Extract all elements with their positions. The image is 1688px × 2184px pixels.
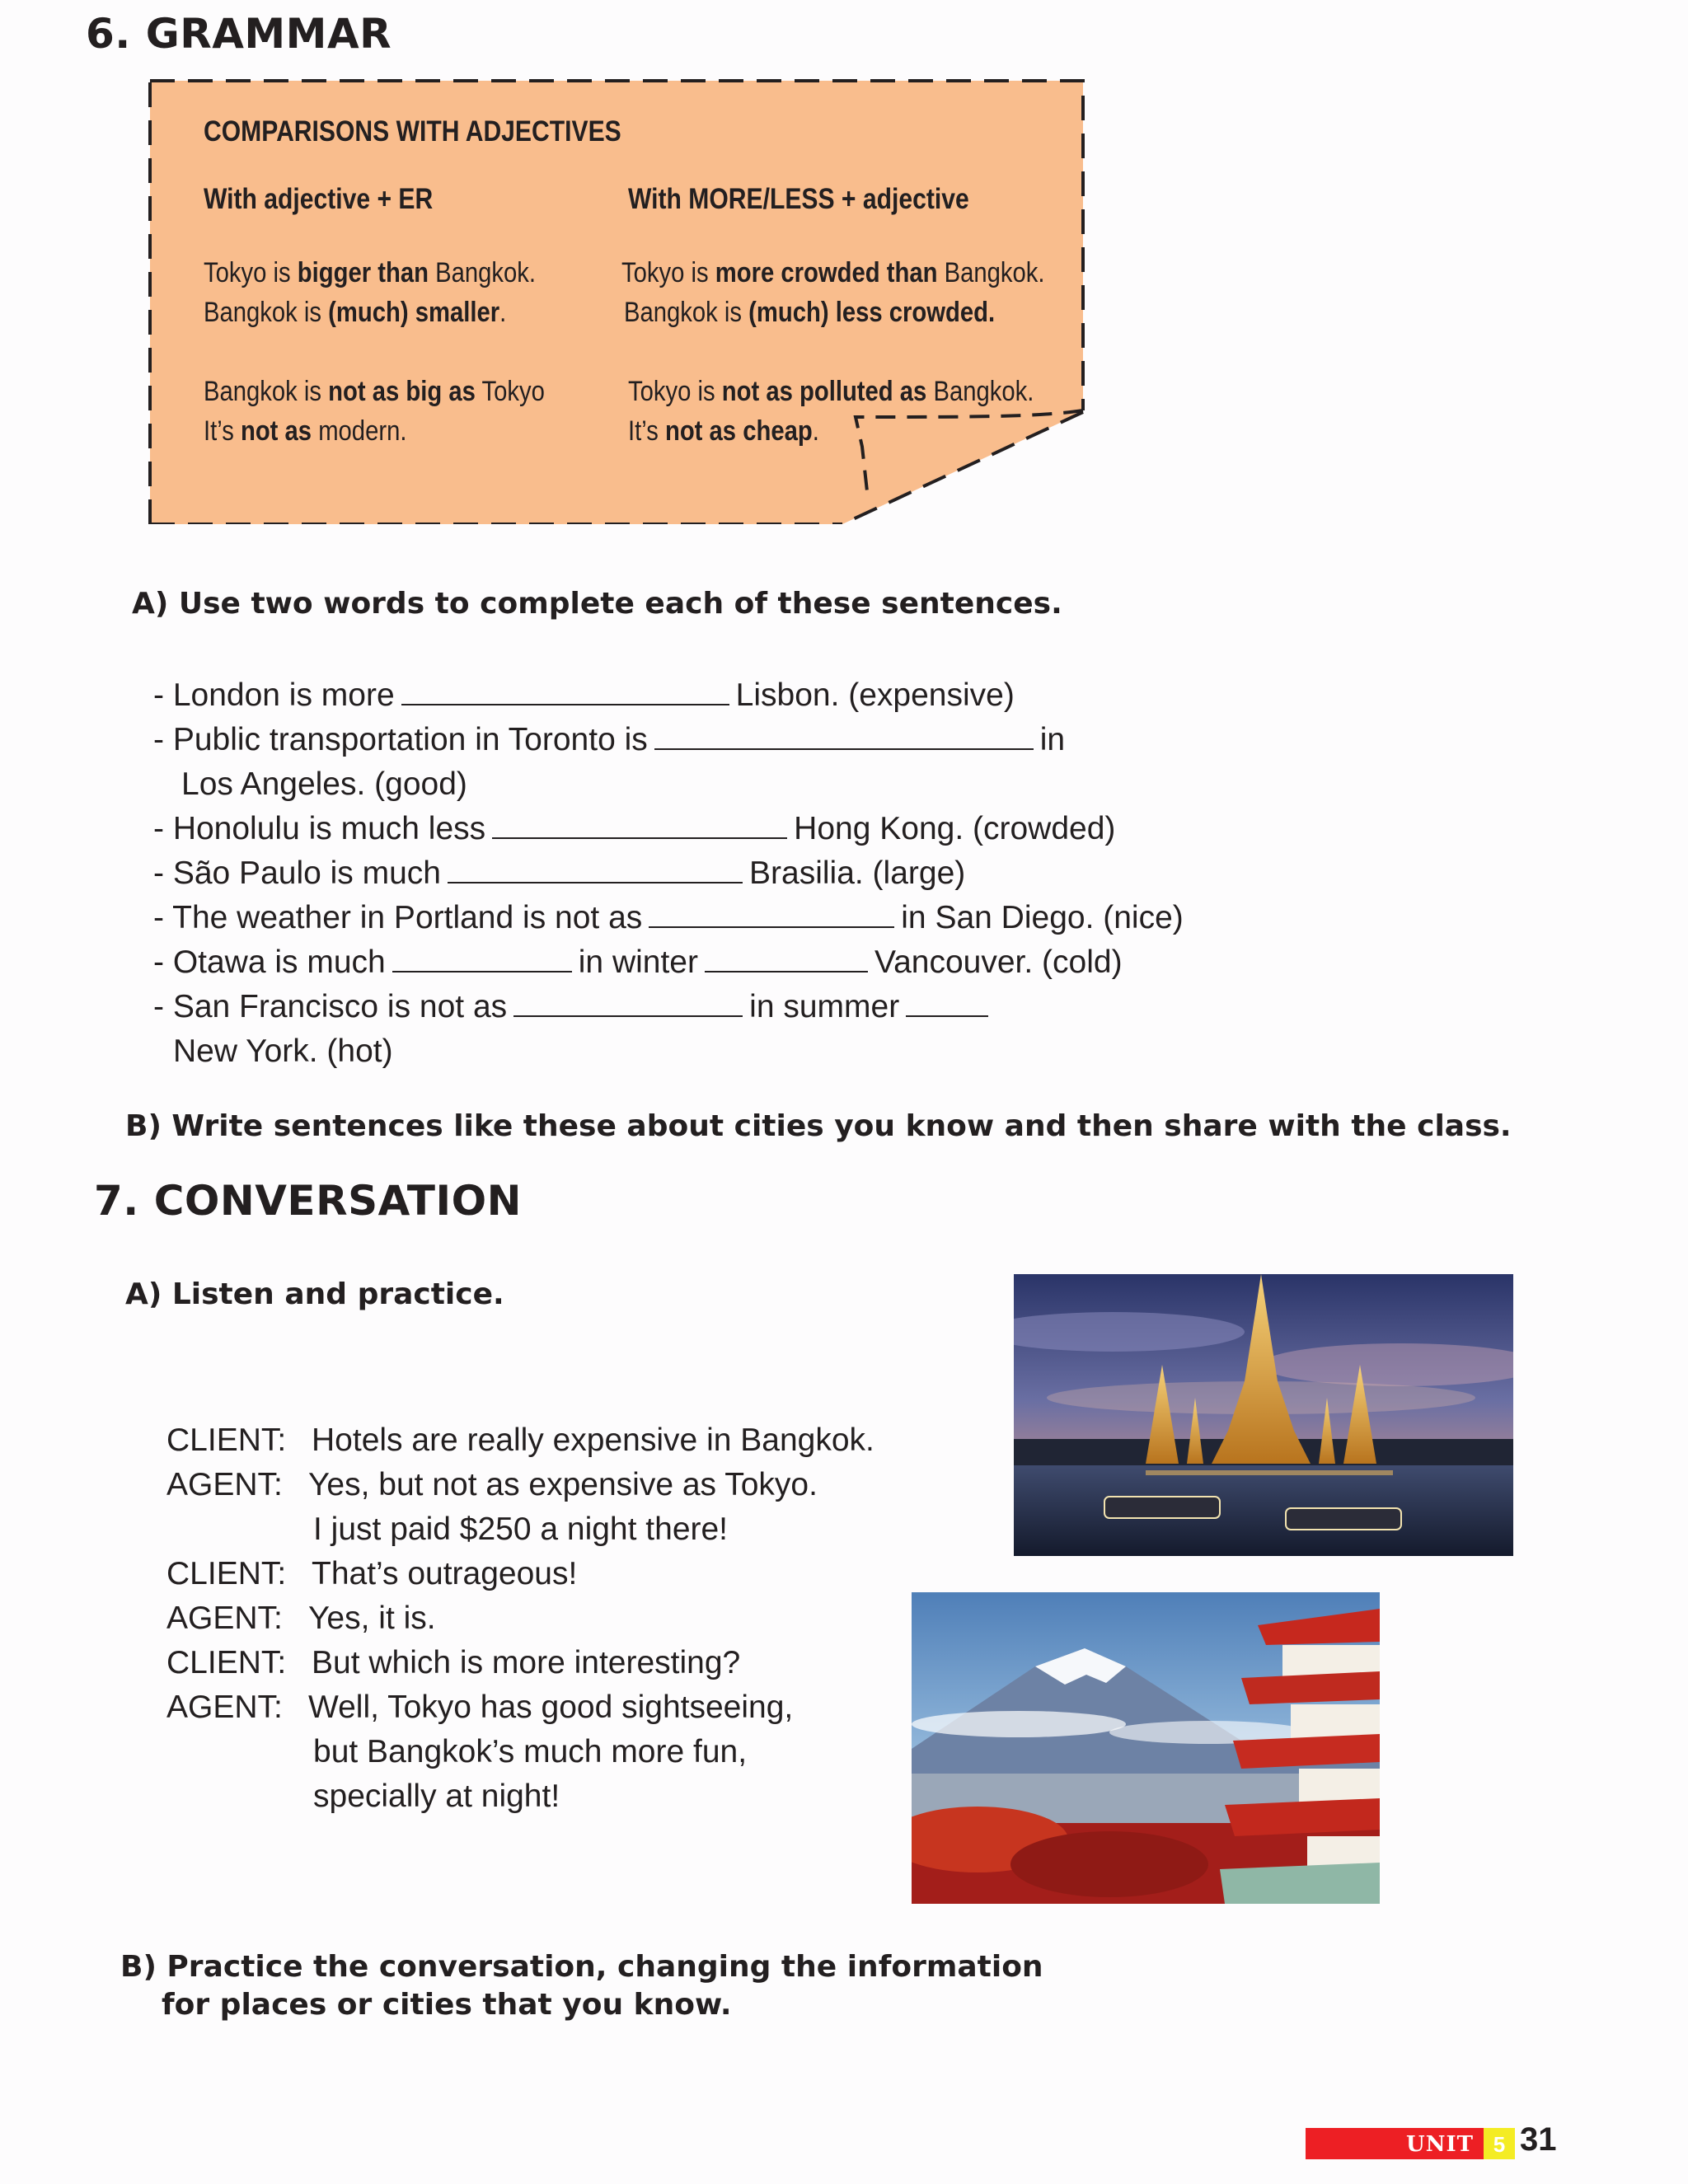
dialogue-line: but Bangkok’s much more fun, — [313, 1734, 748, 1769]
dialogue-speaker: AGENT: — [166, 1467, 283, 1502]
line-text: in San Diego. (nice) — [901, 900, 1184, 935]
col2-example-2 — [624, 297, 995, 329]
dialogue-speaker: CLIENT: — [166, 1556, 287, 1591]
line-text: - London is more — [153, 677, 395, 713]
answer-blank[interactable] — [906, 991, 988, 1017]
line-text: - Honolulu is much less — [153, 811, 486, 846]
answer-blank[interactable] — [492, 813, 787, 839]
footer-unit-label: UNIT — [1406, 2132, 1474, 2157]
text-run: . — [499, 297, 507, 328]
line-text: in summer — [749, 989, 900, 1024]
line-text: - San Francisco is not as — [153, 989, 508, 1024]
temple-at-night-photo — [1014, 1274, 1513, 1556]
dialogue-line: I just paid $250 a night there! — [313, 1511, 729, 1547]
text-run: It’s — [204, 415, 241, 447]
footer-unit-number: 5 — [1493, 2132, 1506, 2157]
page-number: 31 — [1520, 2121, 1557, 2158]
col1-example-3 — [204, 376, 545, 408]
dialogue-line: Yes, it is. — [308, 1601, 436, 1636]
dialogue-line: Yes, but not as expensive as Tokyo. — [308, 1467, 818, 1502]
col2-heading: With MORE/LESS + adjective — [628, 183, 969, 215]
practice-changing-instruction-2: for places or cities that you know. — [162, 1988, 732, 2022]
dialogue-line: That’s outrageous! — [312, 1556, 578, 1591]
exercise-b-instruction: B) Write sentences like these about cities you know and then share with the class. — [125, 1109, 1512, 1143]
exercise-line-2 — [153, 724, 1065, 756]
dialogue-line: Well, Tokyo has good sightseeing, — [308, 1690, 794, 1725]
line-text: - Public transportation in Toronto is — [153, 722, 648, 757]
line-text: Lisbon. (expensive) — [735, 677, 1015, 713]
exercise-line-7 — [153, 991, 995, 1023]
practice-changing-instruction-1: B) Practice the conversation, changing the information — [120, 1950, 1043, 1984]
conversation-title: 7. CONVERSATION — [94, 1177, 522, 1225]
dialogue-speaker: CLIENT: — [166, 1422, 287, 1458]
exercise-a-instruction: A) Use two words to complete each of these sentences. — [132, 587, 1062, 621]
line-text: New York. (hot) — [173, 1033, 393, 1069]
dialogue-speaker: AGENT: — [166, 1601, 283, 1636]
exercise-line-7-cont — [173, 1035, 393, 1067]
dialogue-line: But which is more interesting? — [312, 1645, 741, 1680]
answer-blank[interactable] — [448, 857, 743, 883]
answer-blank[interactable] — [705, 946, 868, 972]
text-run: Tokyo is — [628, 376, 722, 407]
answer-blank[interactable] — [654, 724, 1034, 750]
text-run: Bangkok is — [624, 297, 749, 328]
col1-example-1 — [204, 257, 536, 289]
line-text: - Otawa is much — [153, 944, 386, 980]
grammar-box — [148, 79, 1088, 524]
exercise-line-3 — [153, 813, 1115, 845]
dialogue-line: specially at night! — [313, 1779, 560, 1814]
line-text: in — [1039, 722, 1066, 757]
col1-example-2 — [204, 297, 506, 329]
bold-phrase: bigger than — [297, 257, 429, 288]
col2-example-4 — [628, 415, 819, 448]
answer-blank[interactable] — [649, 902, 894, 928]
line-text: Los Angeles. (good) — [181, 766, 467, 802]
answer-blank[interactable] — [401, 679, 729, 705]
col1-example-4 — [204, 415, 406, 448]
text-run: Tokyo is — [621, 257, 715, 288]
text-run: . — [812, 415, 819, 447]
bold-phrase: not as big as — [328, 376, 476, 407]
bold-phrase: (much) smaller — [328, 297, 500, 328]
col2-example-3 — [628, 376, 1034, 408]
text-run: Bangkok is — [204, 376, 329, 407]
bold-phrase: not as polluted as — [721, 376, 927, 407]
answer-blank[interactable] — [392, 946, 572, 972]
line-text: - The weather in Portland is not as — [153, 900, 643, 935]
bold-phrase: (much) less crowded. — [748, 297, 996, 328]
line-text: Vancouver. (cold) — [874, 944, 1123, 980]
line-text: Hong Kong. (crowded) — [794, 811, 1116, 846]
text-run: Bangkok. — [428, 257, 536, 288]
dialogue-speaker: AGENT: — [166, 1690, 283, 1725]
grammar-title: 6. GRAMMAR — [86, 10, 392, 58]
text-run: Bangkok is — [204, 297, 329, 328]
exercise-line-2-cont — [181, 768, 467, 800]
line-text: - São Paulo is much — [153, 855, 442, 891]
text-run: It’s — [628, 415, 665, 447]
text-run: Bangkok. — [926, 376, 1034, 407]
bold-phrase: more crowded than — [715, 257, 938, 288]
exercise-line-4 — [153, 857, 965, 889]
listen-practice-instruction: A) Listen and practice. — [125, 1277, 504, 1311]
line-text: Brasilia. (large) — [749, 855, 966, 891]
text-run: Tokyo is — [204, 257, 298, 288]
answer-blank[interactable] — [513, 991, 743, 1017]
col1-heading: With adjective + ER — [204, 183, 434, 215]
dialogue-line: Hotels are really expensive in Bangkok. — [312, 1422, 874, 1458]
text-run: modern. — [312, 415, 407, 447]
text-run: Tokyo — [475, 376, 545, 407]
mount-fuji-pagoda-photo — [912, 1592, 1380, 1904]
text-run: Bangkok. — [937, 257, 1045, 288]
grammar-box-heading: COMPARISONS WITH ADJECTIVES — [204, 115, 621, 148]
bold-phrase: not as cheap — [664, 415, 813, 447]
col2-example-1 — [621, 257, 1045, 289]
exercise-line-6 — [153, 946, 1123, 978]
exercise-line-1 — [153, 679, 1015, 711]
dialogue-speaker: CLIENT: — [166, 1645, 287, 1680]
line-text: in winter — [578, 944, 698, 980]
bold-phrase: not as — [240, 415, 312, 447]
exercise-line-5 — [153, 902, 1184, 934]
